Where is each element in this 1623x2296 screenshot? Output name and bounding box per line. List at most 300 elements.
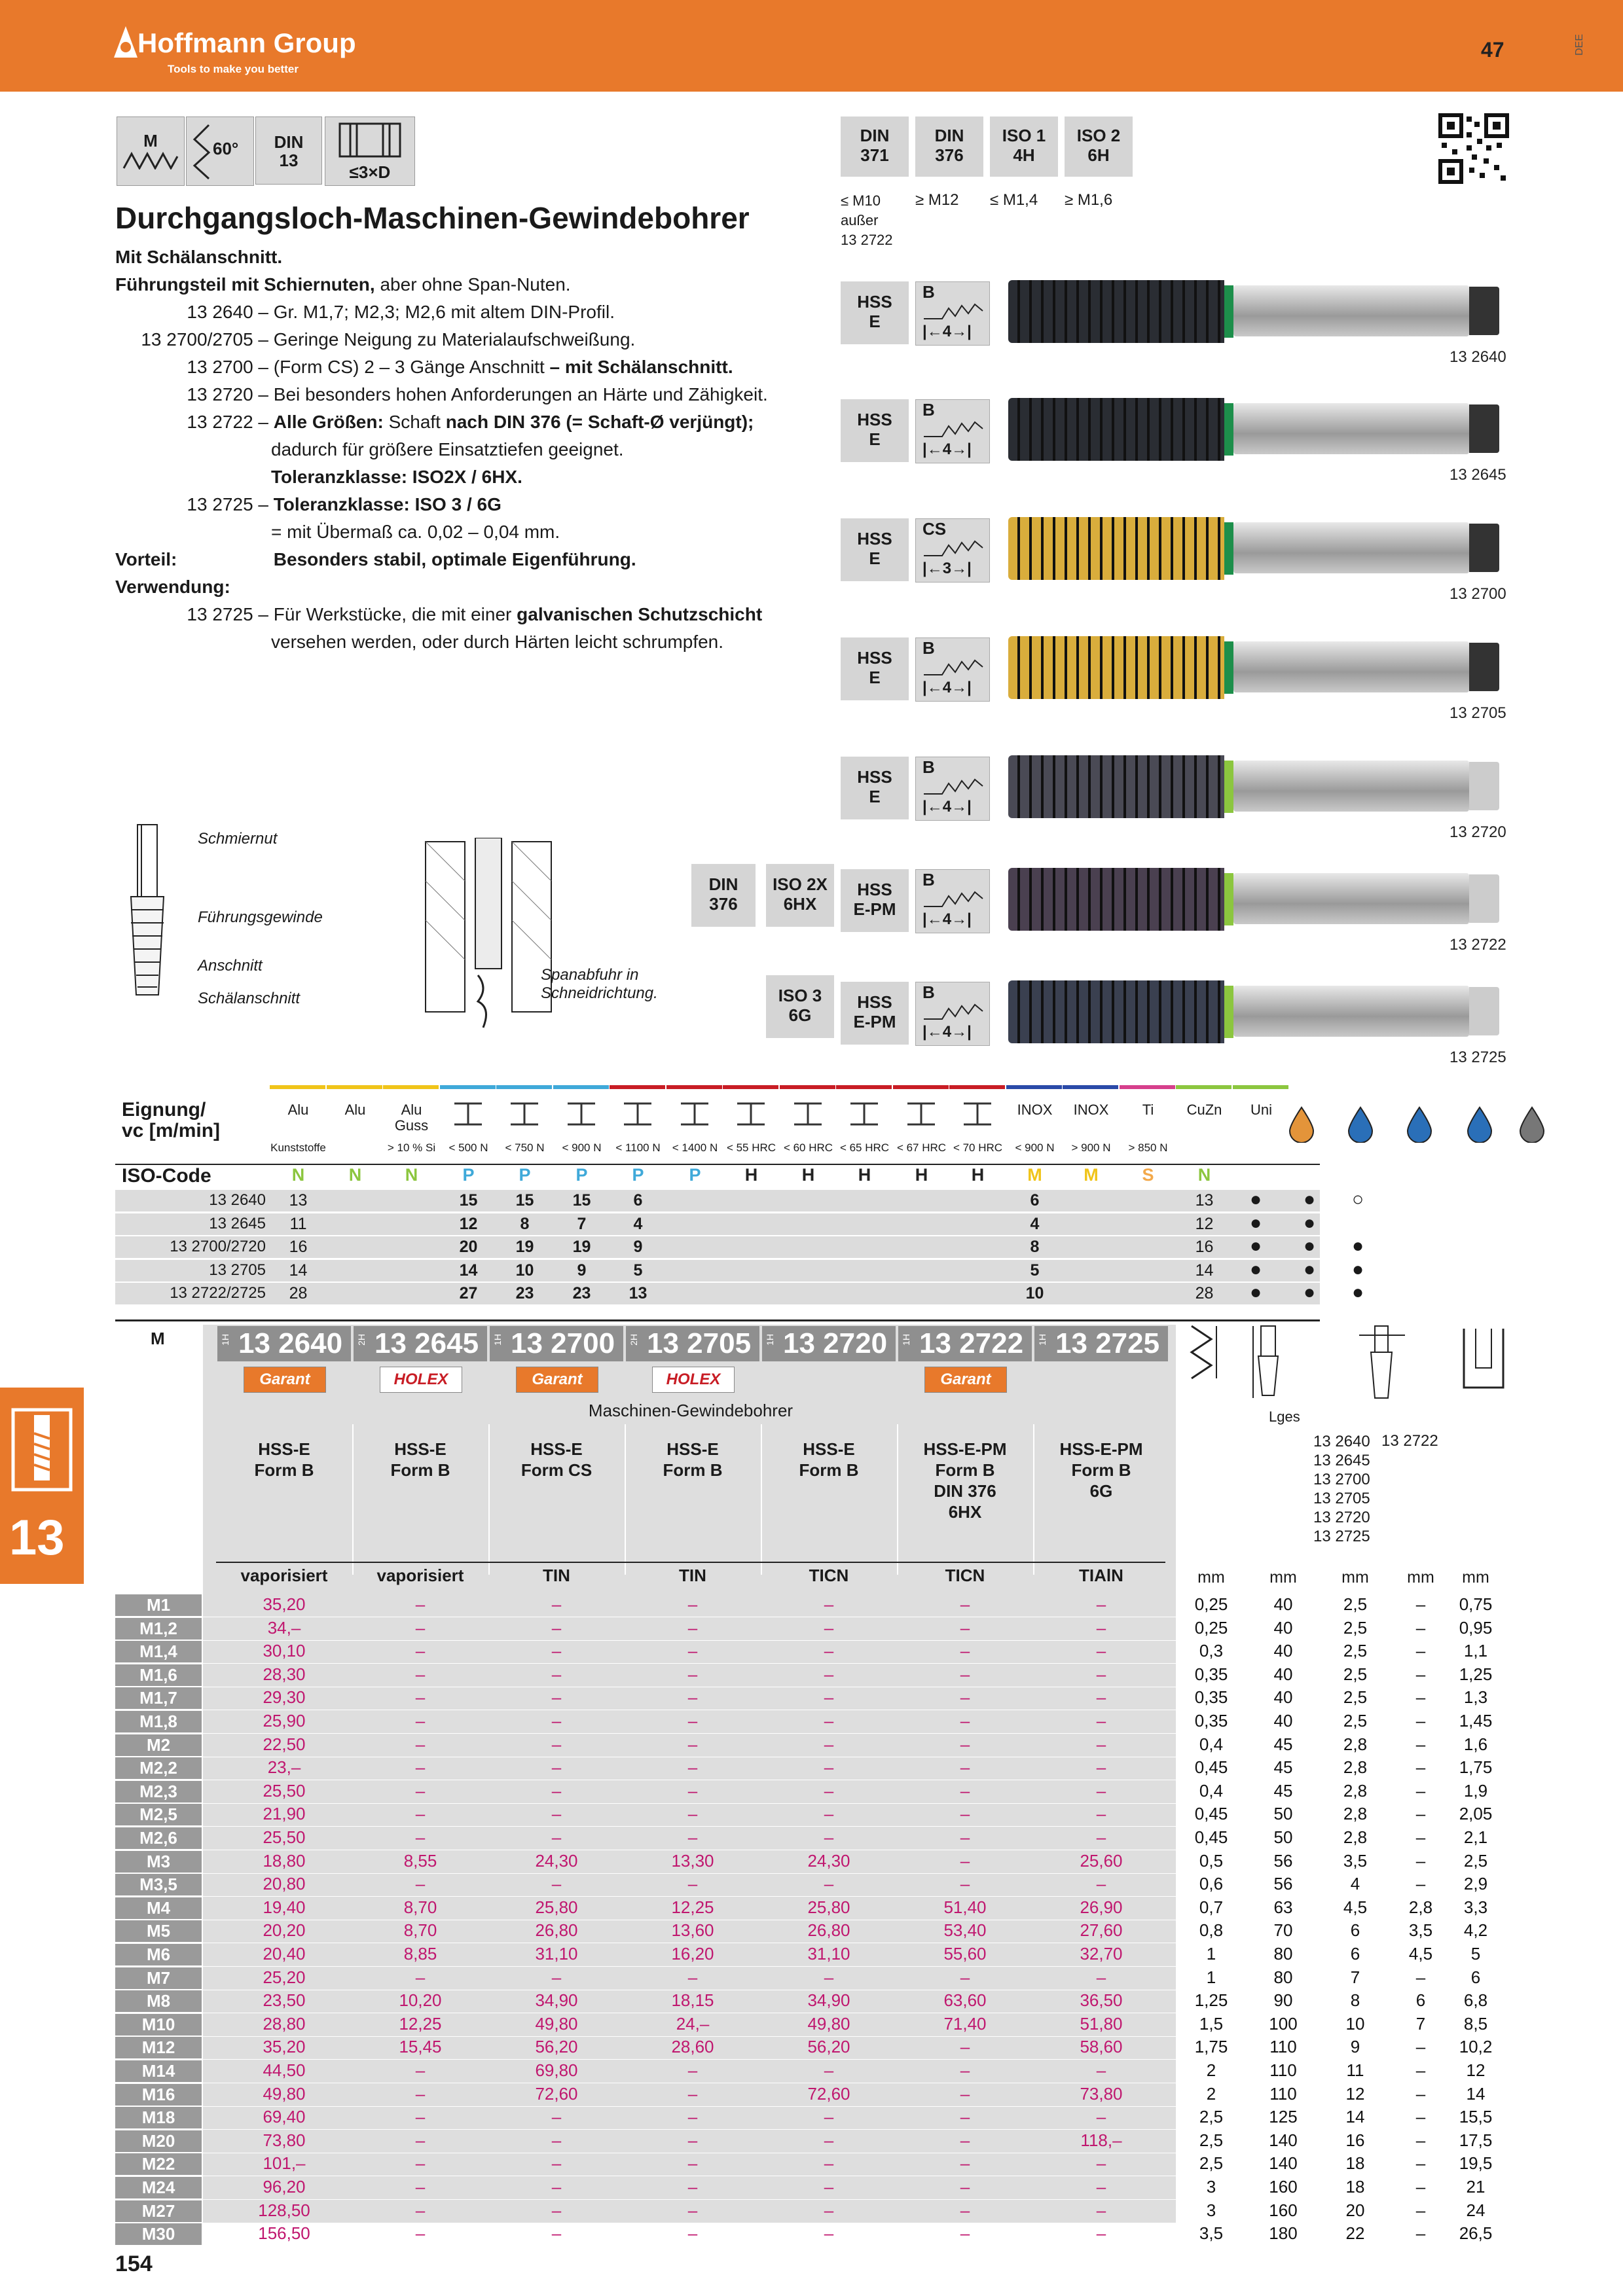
- dimension-value: 1: [1206, 1944, 1216, 1964]
- dimension-value: –: [1415, 2084, 1426, 2104]
- material-strength: < 1400 N: [672, 1141, 718, 1154]
- price: 73,80: [263, 2130, 306, 2150]
- dimension-value: 3,3: [1463, 1897, 1488, 1917]
- price: –: [687, 1594, 698, 1614]
- coolant-suitability-mark: ●: [1351, 1235, 1364, 1257]
- price: 13,60: [671, 1920, 714, 1940]
- material-color-bar: [610, 1085, 665, 1089]
- price: 25,80: [807, 1897, 850, 1917]
- hoffmann-logo-icon: [113, 25, 139, 59]
- price: –: [551, 1757, 562, 1777]
- thread-size: M1,4: [115, 1641, 202, 1662]
- article-number: 13 2722: [919, 1327, 1024, 1359]
- coating: vaporisiert: [376, 1566, 464, 1585]
- price: –: [1096, 1781, 1106, 1801]
- desc-2722-d: dadurch für größere Einsatztiefen geeignet.: [271, 439, 624, 459]
- cutting-speed: 10: [1025, 1284, 1044, 1302]
- tool-lead-turns-box: [922, 679, 984, 697]
- price: –: [824, 2107, 834, 2126]
- tool-thread-body: [1008, 755, 1224, 818]
- price: 72,60: [535, 2084, 578, 2104]
- thread-size: M1,8: [115, 1711, 202, 1732]
- material-strength: < 60 HRC: [783, 1141, 833, 1154]
- price: –: [687, 1664, 698, 1684]
- vorteil-label: Vorteil:: [115, 549, 177, 569]
- dimension-value: 10: [1345, 2014, 1365, 2034]
- price: 51,80: [1080, 2014, 1123, 2034]
- arrow-left-icon: |←: [922, 440, 943, 458]
- price: –: [687, 2130, 698, 2150]
- dimension-value: 3: [1206, 2177, 1216, 2197]
- price: –: [551, 1874, 562, 1893]
- price: 13,30: [671, 1851, 714, 1871]
- price: –: [1096, 1594, 1106, 1614]
- drop-emulsion-icon: [1341, 1103, 1380, 1143]
- price: –: [415, 1641, 426, 1660]
- cutting-speed: 16: [1195, 1238, 1214, 1256]
- dimension-value: 0,5: [1199, 1851, 1224, 1871]
- row-rule: [203, 1896, 1329, 1897]
- cutting-speed: 6: [633, 1191, 643, 1210]
- desc-item-code: 13 2725 –: [187, 604, 268, 624]
- dimension-value: 2,8: [1343, 1781, 1368, 1801]
- material-color-bar: [327, 1085, 382, 1089]
- steel-profile-icon: [565, 1101, 598, 1127]
- material-name: Alu Guss: [394, 1102, 429, 1134]
- price: –: [687, 1781, 698, 1801]
- price: –: [687, 2200, 698, 2220]
- dimension-value: 2,05: [1459, 1804, 1493, 1823]
- price: –: [960, 1851, 970, 1871]
- divider: [216, 1562, 1165, 1563]
- price: 27,60: [1080, 1920, 1123, 1940]
- iso-code-letter: H: [801, 1165, 815, 1185]
- footer-page-number: 154: [115, 2251, 153, 2276]
- page-title: Durchgangsloch-Maschinen-Gewindebohrer: [115, 201, 750, 235]
- brand-logo: HOLEX: [380, 1367, 462, 1393]
- arrow-left-icon: |←: [922, 798, 943, 816]
- material-strength: < 65 HRC: [839, 1141, 890, 1154]
- dimension-value: 1,6: [1463, 1734, 1488, 1754]
- tool-form-box: [915, 757, 990, 821]
- thread-size: M2,6: [115, 1827, 202, 1849]
- price: 20,80: [263, 1874, 306, 1893]
- dimension-value: 1: [1206, 1967, 1216, 1987]
- tolerance-class: 2H: [629, 1334, 639, 1346]
- thread-lead-icon: [922, 1002, 984, 1022]
- price: 49,80: [807, 2014, 850, 2034]
- arrow-right-icon: →|: [951, 910, 972, 928]
- price: 156,50: [258, 2223, 310, 2243]
- tool-form-label: B: [922, 638, 935, 658]
- tool-thread-body: [1008, 636, 1224, 699]
- tool-shank: [1233, 522, 1469, 573]
- dimension-value: 4: [1350, 1874, 1360, 1893]
- tool-article-code: 13 2720: [1450, 823, 1506, 841]
- dimension-value: 40: [1273, 1594, 1293, 1614]
- row-rule: [203, 1966, 1329, 1967]
- thread-lead-icon: [922, 777, 984, 797]
- pitch-icon: [1185, 1322, 1231, 1381]
- price: 12,25: [399, 2014, 442, 2034]
- size-column-header: M: [151, 1329, 165, 1348]
- tool-form-label: B: [922, 282, 935, 302]
- dimension-value: 4,5: [1408, 1944, 1433, 1964]
- desc-line1: Mit Schälanschnitt.: [115, 247, 283, 267]
- dimension-value: 0,7: [1199, 1897, 1224, 1917]
- price: –: [415, 1734, 426, 1754]
- tool-material: HSS E: [841, 281, 909, 344]
- arrow-right-icon: →|: [951, 560, 972, 577]
- price: 35,20: [263, 2037, 306, 2056]
- cutting-speed: 14: [459, 1261, 478, 1280]
- dimension-value: 18: [1345, 2153, 1365, 2173]
- row-rule: [203, 1663, 1329, 1664]
- cutting-speed: 9: [577, 1261, 587, 1280]
- arrow-right-icon: →|: [951, 679, 972, 696]
- desc-item-text: Gr. M1,7; M2,3; M2,6 mit altem DIN-Profil.: [273, 302, 615, 322]
- price: –: [415, 2130, 426, 2150]
- dimension-value: 45: [1273, 1734, 1293, 1754]
- cutting-speed: 14: [1195, 1261, 1214, 1280]
- tool-article-code: 13 2700: [1450, 585, 1506, 603]
- price: 96,20: [263, 2177, 306, 2197]
- tolerance-class: 1H: [220, 1334, 230, 1346]
- dimension-value: 2,8: [1343, 1734, 1368, 1754]
- price: 20,40: [263, 1944, 306, 1964]
- tool-form-label: B: [922, 982, 935, 1002]
- iso-code-letter: N: [348, 1165, 362, 1185]
- price: 26,80: [807, 1920, 850, 1940]
- article-number: 13 2725: [1055, 1327, 1160, 1359]
- steel-profile-icon: [792, 1101, 824, 1127]
- dimension-value: 40: [1273, 1618, 1293, 1638]
- suitability-row-code: 13 2700/2720: [170, 1238, 266, 1255]
- cutting-speed: 4: [633, 1215, 643, 1233]
- tool-lead-turns-box: [922, 1023, 984, 1041]
- thread-size: M18: [115, 2107, 202, 2128]
- price: 22,50: [263, 1734, 306, 1754]
- material-color-bar: [893, 1085, 949, 1089]
- tool-color-ring: [1224, 986, 1233, 1038]
- tolerance-class: 2H: [356, 1334, 367, 1346]
- coating: vaporisiert: [240, 1566, 328, 1585]
- dimension-value: 1,75: [1459, 1757, 1493, 1777]
- row-rule: [203, 1733, 1329, 1734]
- price: 28,30: [263, 1664, 306, 1684]
- price: –: [551, 2177, 562, 2197]
- material-color-bar: [1233, 1085, 1288, 1089]
- thread-size: M1,2: [115, 1618, 202, 1640]
- tool-square-end: [1469, 287, 1499, 335]
- dimension-value: 2,5: [1463, 1851, 1488, 1871]
- tool-thread-body: [1008, 980, 1224, 1043]
- price: 25,50: [263, 1781, 306, 1801]
- standard-note-din376: ≥ M12: [915, 191, 959, 209]
- depth-label: ≤3×D: [349, 162, 391, 182]
- price: –: [415, 1757, 426, 1777]
- iso-code-letter: P: [632, 1165, 644, 1185]
- dimension-value: 6: [1350, 1920, 1360, 1940]
- tool-lead-turns-box: [922, 798, 984, 816]
- dimension-value: 8: [1350, 1990, 1360, 2010]
- material-strength: < 70 HRC: [953, 1141, 1003, 1154]
- standard-iso2: ISO 2 6H: [1065, 117, 1133, 177]
- price: –: [960, 1641, 970, 1660]
- price: –: [960, 1664, 970, 1684]
- price: –: [1096, 1734, 1106, 1754]
- suitability-title: Eignung/ vc [m/min]: [122, 1099, 221, 1141]
- arrow-left-icon: |←: [922, 679, 943, 696]
- dimension-value: 0,4: [1199, 1734, 1224, 1754]
- price: –: [824, 1874, 834, 1893]
- dimension-value: 12: [1345, 2084, 1365, 2104]
- thread-lead-icon: [922, 658, 984, 677]
- price: 15,45: [399, 2037, 442, 2056]
- material-color-bar: [496, 1085, 552, 1089]
- price: 72,60: [807, 2084, 850, 2104]
- dimension-value: 6,8: [1463, 1990, 1488, 2010]
- thread-angle-box: [186, 117, 254, 186]
- price: –: [415, 1594, 426, 1614]
- price: –: [687, 2223, 698, 2243]
- material-name: Uni: [1250, 1102, 1272, 1118]
- cutting-speed: 15: [515, 1191, 534, 1210]
- coolant-suitability-mark: ●: [1351, 1282, 1364, 1303]
- brand-logo: HOLEX: [652, 1367, 735, 1393]
- price: –: [551, 1664, 562, 1684]
- price: 55,60: [943, 1944, 987, 1964]
- dimension-value: –: [1415, 1781, 1426, 1801]
- dimension-value: 16: [1345, 2130, 1365, 2150]
- dimension-value: 50: [1273, 1827, 1293, 1847]
- price: –: [1096, 1687, 1106, 1707]
- total-length-icon: [1249, 1322, 1288, 1407]
- tool-material: HSS E-PM: [841, 982, 909, 1045]
- tool-color-ring: [1224, 522, 1233, 575]
- tool-article-code: 13 2705: [1450, 704, 1506, 722]
- steel-profile-icon: [621, 1101, 654, 1127]
- dimension-value: 20: [1345, 2200, 1365, 2220]
- cutting-speed: 12: [1195, 1215, 1214, 1233]
- price: 69,80: [535, 2060, 578, 2080]
- standard-note-din371: ≤ M10 außer 13 2722: [841, 192, 893, 248]
- price: 23,50: [263, 1990, 306, 2010]
- cutting-speed: 11: [289, 1215, 307, 1233]
- dimension-value: 63: [1273, 1897, 1293, 1917]
- desc-2722-a: Alle Größen:: [273, 412, 384, 432]
- dimension-value: –: [1415, 1967, 1426, 1987]
- price: 73,80: [1080, 2084, 1123, 2104]
- brand-logo: Garant: [924, 1367, 1007, 1393]
- dimension-value: 56: [1273, 1851, 1293, 1871]
- price: 24,30: [535, 1851, 578, 1871]
- label-schmiernut: Schmiernut: [198, 830, 278, 848]
- dimension-value: –: [1415, 2153, 1426, 2173]
- price: 8,85: [403, 1944, 437, 1964]
- tool-type: HSS-E Form B: [799, 1439, 859, 1480]
- cutting-speed: 15: [572, 1191, 591, 1210]
- dimension-value: 40: [1273, 1664, 1293, 1684]
- iso-code-letter: N: [405, 1165, 418, 1185]
- price: –: [687, 1804, 698, 1823]
- dimension-value: 2: [1206, 2084, 1216, 2104]
- price: 56,20: [807, 2037, 850, 2056]
- desc-item-code: 13 2640 –: [187, 302, 268, 322]
- cutting-speed: 12: [459, 1215, 478, 1233]
- tool-color-ring: [1224, 403, 1233, 456]
- price: –: [1096, 2177, 1106, 2197]
- thread-size: M2: [115, 1734, 202, 1756]
- thread-lead-icon: [922, 539, 984, 558]
- price: 12,25: [671, 1897, 714, 1917]
- tool-lead-turns: 4: [942, 440, 952, 458]
- thread-size: M22: [115, 2153, 202, 2175]
- tool-lead-turns: 4: [942, 679, 952, 696]
- material-strength: > 900 N: [1071, 1141, 1111, 1154]
- material-strength: < 55 HRC: [726, 1141, 776, 1154]
- dimension-value: 7: [1415, 2014, 1426, 2034]
- dimension-value: 0,35: [1194, 1687, 1228, 1707]
- brand-name: Hoffmann Group: [137, 27, 356, 58]
- steel-profile-icon: [848, 1101, 881, 1127]
- vorteil-text: Besonders stabil, optimale Eigenführung.: [273, 549, 636, 569]
- cutting-speed: 14: [289, 1261, 308, 1280]
- desc-2722-b: Schaft: [383, 412, 446, 432]
- price: –: [415, 2223, 426, 2243]
- iso-code-label: ISO-Code: [122, 1165, 211, 1187]
- coolant-suitability-mark: ●: [1249, 1282, 1262, 1303]
- desc-item-text: Bei besonders hohen Anforderungen an Härte und Zähigkeit.: [273, 384, 768, 404]
- price: –: [824, 1664, 834, 1684]
- steel-profile-icon: [452, 1101, 484, 1127]
- coolant-suitability-mark: ○: [1351, 1189, 1364, 1210]
- price: 31,10: [535, 1944, 578, 1964]
- price: –: [960, 2200, 970, 2220]
- price: 25,90: [263, 1711, 306, 1731]
- dimension-value: 125: [1269, 2107, 1298, 2126]
- row-rule: [203, 1826, 1329, 1827]
- material-color-bar: [553, 1085, 609, 1089]
- arrow-right-icon: →|: [951, 440, 972, 458]
- price: 34,–: [267, 1618, 301, 1638]
- standard-note-iso1: ≤ M1,4: [990, 191, 1038, 209]
- tool-form-label: B: [922, 400, 935, 420]
- total-length-label: Lges: [1269, 1408, 1300, 1425]
- steel-profile-icon: [508, 1101, 541, 1127]
- price: 28,60: [671, 2037, 714, 2056]
- brand-tagline: Tools to make you better: [168, 63, 299, 75]
- material-strength: < 750 N: [505, 1141, 545, 1154]
- price: –: [551, 1594, 562, 1614]
- tool-color-ring: [1224, 641, 1233, 694]
- tool-lead-turns-box: [922, 910, 984, 929]
- price: –: [1096, 1874, 1106, 1893]
- tool-lead-turns: 3: [942, 560, 952, 577]
- article-number: 13 2640: [238, 1327, 343, 1359]
- material-color-bar: [1006, 1085, 1062, 1089]
- verwendung-label: Verwendung:: [115, 577, 230, 597]
- std-2722-iso2x: ISO 2X 6HX: [766, 864, 834, 927]
- cutting-speed: 13: [629, 1284, 647, 1302]
- dimension-value: 160: [1269, 2177, 1298, 2197]
- catalog-page-number: 47: [1481, 38, 1504, 62]
- iso-code-letter: H: [744, 1165, 758, 1185]
- tool-type: HSS-E Form B: [390, 1439, 450, 1480]
- dimension-value: 6: [1350, 1944, 1360, 1964]
- dimension-value: 3: [1206, 2200, 1216, 2220]
- price: –: [1096, 1618, 1106, 1638]
- price: 24,–: [676, 2014, 710, 2034]
- dimension-value: –: [1415, 1687, 1426, 1707]
- dimension-value: 2: [1206, 2060, 1216, 2080]
- price: –: [687, 1967, 698, 1987]
- tool-material: HSS E: [841, 637, 909, 700]
- tool-article-code: 13 2645: [1450, 466, 1506, 484]
- iso-code-letter: S: [1142, 1165, 1154, 1185]
- coolant-suitability-mark: ●: [1351, 1259, 1364, 1280]
- price: 53,40: [943, 1920, 987, 1940]
- dimension-value: –: [1415, 1874, 1426, 1893]
- price: 8,55: [403, 1851, 437, 1871]
- steel-profile-icon: [678, 1101, 711, 1127]
- tool-square-end: [1469, 524, 1499, 572]
- price: –: [551, 2223, 562, 2243]
- price: –: [960, 1594, 970, 1614]
- blind-hole-icon: [337, 121, 403, 159]
- price: –: [824, 2130, 834, 2150]
- price: –: [1096, 2153, 1106, 2173]
- price: –: [687, 2084, 698, 2104]
- price: 28,80: [263, 2014, 306, 2034]
- tool-square-end: [1469, 874, 1499, 923]
- dimension-value: 2,8: [1343, 1757, 1368, 1777]
- cutting-speed: 23: [572, 1284, 591, 1302]
- tool-shank: [1233, 403, 1469, 454]
- price: –: [960, 1734, 970, 1754]
- dry-icon: [1460, 1103, 1499, 1143]
- dimension-value: 110: [1269, 2037, 1297, 2056]
- qr-code-icon[interactable]: [1438, 113, 1510, 185]
- material-strength: Kunststoffe: [270, 1141, 326, 1154]
- dimension-value: 2,5: [1343, 1594, 1368, 1614]
- price: 34,90: [535, 1990, 578, 2010]
- price: –: [824, 1781, 834, 1801]
- price: 19,40: [263, 1897, 306, 1917]
- price: –: [415, 2060, 426, 2080]
- thread-size: M14: [115, 2060, 202, 2082]
- price: 56,20: [535, 2037, 578, 2056]
- dimension-value: 0,75: [1459, 1594, 1493, 1614]
- tool-form-box: [915, 399, 990, 463]
- price: –: [551, 2153, 562, 2173]
- cutting-speed: 19: [515, 1238, 534, 1256]
- price: –: [1096, 1804, 1106, 1823]
- price: –: [1096, 2200, 1106, 2220]
- dimension-unit: mm: [1462, 1568, 1489, 1587]
- material-color-bar: [383, 1085, 439, 1089]
- dimension-value: 0,8: [1199, 1920, 1224, 1940]
- dimension-value: 0,95: [1459, 1618, 1493, 1638]
- dimension-value: 2,5: [1343, 1641, 1368, 1660]
- desc-item-text: (Form CS) 2 – 3 Gänge Anschnitt: [273, 357, 550, 377]
- label-fuehrungsgewinde: Führungsgewinde: [198, 908, 323, 926]
- arrow-right-icon: →|: [951, 1023, 972, 1041]
- price: 36,50: [1080, 1990, 1123, 2010]
- dimension-value: –: [1415, 2223, 1426, 2243]
- tool-lead-turns-box: [922, 560, 984, 578]
- price: –: [824, 1711, 834, 1731]
